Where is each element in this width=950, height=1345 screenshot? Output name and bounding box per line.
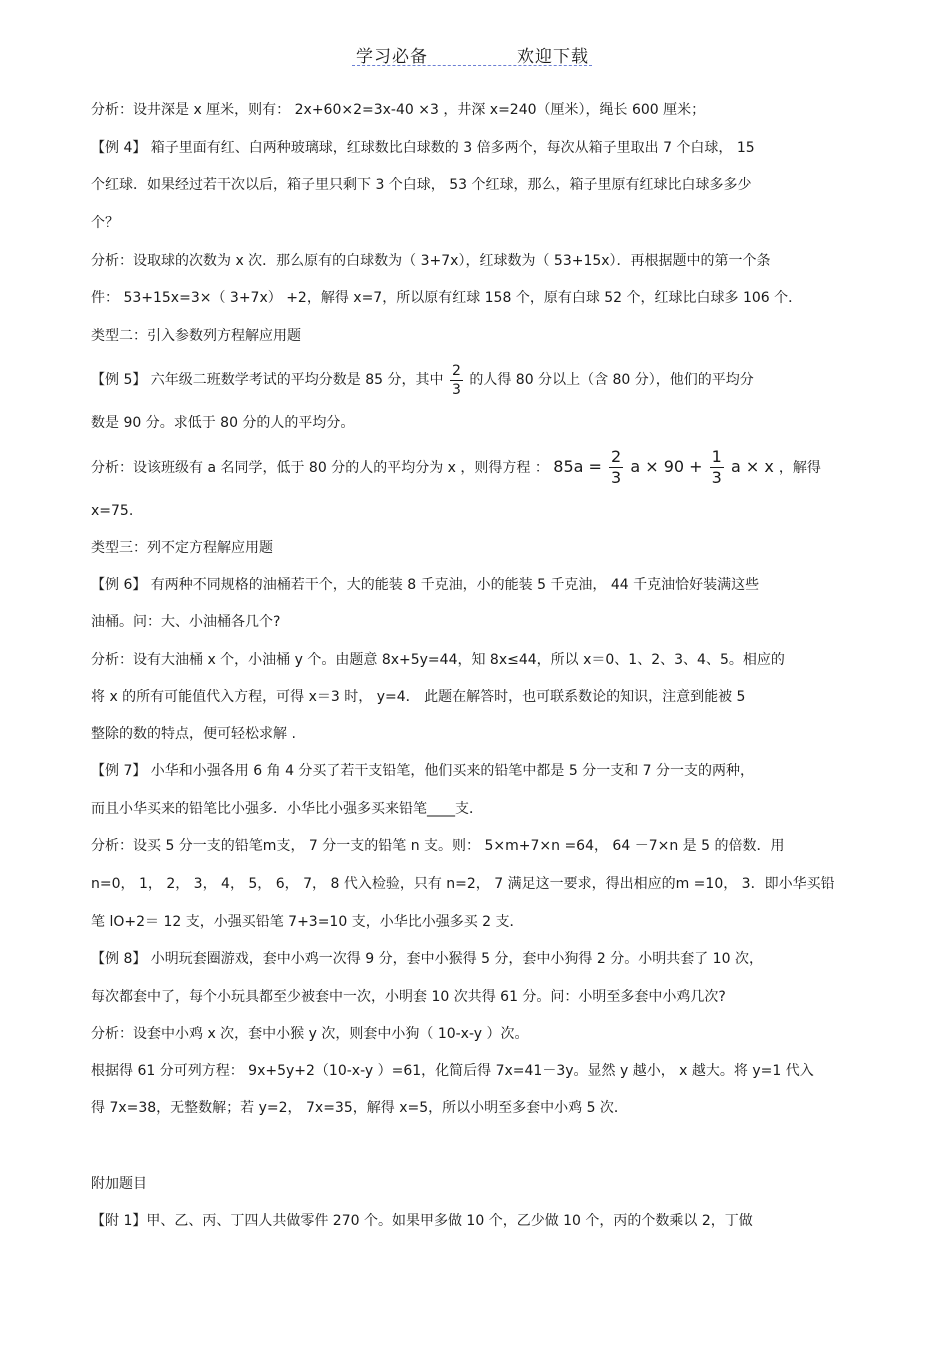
- analysis-7-line-1: 分析：设买 5 分一支的铅笔m支， 7 分一支的铅笔 n 支。则： 5×m+7×n =64， 64 －7×n 是 5 的倍数．用: [91, 838, 785, 854]
- header-dashed-rule: [352, 65, 592, 66]
- analysis-6-line-1: 分析：设有大油桶 x 个，小油桶 y 个。由题意 8x+5y=44，知 8x≤44，所以 x＝0、1、2、3、4、5。相应的: [91, 652, 785, 668]
- analysis-6-line-3: 整除的数的特点，便可轻松求解 .: [91, 726, 296, 742]
- example-4-line-1: 【例 4】 箱子里面有红、白两种玻璃球，红球数比白球数的 3 倍多两个，每次从箱子里取出 7 个白球， 15: [91, 140, 755, 156]
- example-5-line-2: 数是 90 分。求低于 80 分的人的平均分。: [91, 415, 355, 431]
- example-7-line-2: 而且小华买来的铅笔比小强多．小华比小强多买来铅笔____支．: [91, 801, 483, 817]
- analysis-7-line-3: 笔 lO+2＝ 12 支，小强买铅笔 7+3=10 支，小华比小强多买 2 支．: [91, 914, 524, 930]
- analysis-8-line-1: 分析：设套中小鸡 x 次，套中小猴 y 次，则套中小狗（ 10-x-y ）次。: [91, 1026, 529, 1042]
- analysis-4-line-2: 件： 53+15x=3×（ 3+7x） +2，解得 x=7，所以原有红球 158 个，原有白球 52 个，红球比白球多 106 个．: [91, 290, 803, 306]
- analysis-5-line-2: x=75.: [91, 503, 134, 519]
- page-header: [0, 40, 950, 68]
- analysis-5-line-1: [91, 444, 821, 491]
- example-5-text-b: 的人得 80 分以上（含 80 分），他们的平均分: [469, 372, 754, 388]
- example-8-line-1: 【例 8】 小明玩套圈游戏，套中小鸡一次得 9 分，套中小猴得 5 分，套中小狗得 2 分。小明共套了 10 次，: [91, 951, 763, 967]
- fraction-numerator: 1: [711, 447, 722, 466]
- fraction-denominator: 3: [451, 381, 461, 398]
- appendix-problem-1-line-1: 【附 1】甲、乙、丙、丁四人共做零件 270 个。如果甲多做 10 个，乙少做 10 个，丙的个数乘以 2，丁做: [91, 1213, 753, 1229]
- fraction-two-thirds: [450, 364, 463, 397]
- analysis-7-line-2: n=0， 1， 2， 3， 4， 5， 6， 7， 8 代入检验，只有 n=2， 7 满足这一要求，得出相应的m =10， 3．即小华买铅: [91, 876, 835, 892]
- fraction-numerator: 2: [451, 362, 461, 379]
- example-4-line-3: 个？: [91, 215, 119, 231]
- analysis-8-line-2: 根据得 61 分可列方程： 9x+5y+2（10-x-y ）=61，化简后得 7x=41－3y。显然 y 越小， x 越大。将 y=1 代入: [91, 1063, 814, 1079]
- analysis-4-line-1: 分析：设取球的次数为 x 次．那么原有的白球数为（ 3+7x），红球数为（ 53+15x）．再根据题中的第一个条: [91, 253, 771, 269]
- analysis-5-text-b: ，解得: [778, 460, 821, 476]
- equation-part-1: 85a =: [553, 457, 602, 476]
- example-7-line-1: 【例 7】 小华和小强各用 6 角 4 分买了若干支铅笔，他们买来的铅笔中都是 5 分一支和 7 分一支的两种，: [91, 763, 755, 779]
- section-type-3-heading: 类型三：列不定方程解应用题: [91, 540, 273, 556]
- analysis-5-text-a: 分析：设该班级有 a 名同学，低于 80 分的人的平均分为 x ，则得方程 ：: [91, 460, 549, 476]
- section-type-2-heading: 类型二：引入参数列方程解应用题: [91, 328, 301, 344]
- fraction-one-third: [710, 449, 724, 486]
- example-8-line-2: 每次都套中了，每个小玩具都至少被套中一次，小明套 10 次共得 61 分。问：小明至多套中小鸡几次?: [91, 989, 726, 1005]
- header-right-text: 欢迎下载: [517, 47, 589, 67]
- header-left-text: 学习必备: [356, 47, 428, 67]
- example-6-line-2: 油桶。问：大、小油桶各几个?: [91, 614, 281, 630]
- equation-part-3: a × x: [730, 457, 774, 476]
- example-6-line-1: 【例 6】 有两种不同规格的油桶若干个，大的能装 8 千克油，小的能装 5 千克油， 44 千克油恰好装满这些: [91, 577, 760, 593]
- fraction-two-thirds: [609, 449, 623, 486]
- analysis-8-line-3: 得 7x=38，无整数解；若 y=2， 7x=35，解得 x=5，所以小明至多套中小鸡 5 次．: [91, 1100, 628, 1116]
- analysis-line-1: 分析：设井深是 x 厘米，则有： 2x+60×2=3x-40 ×3 ，井深 x=240（厘米），绳长 600 厘米；: [91, 102, 706, 118]
- fraction-denominator: 3: [611, 468, 622, 487]
- analysis-6-line-2: 将 x 的所有可能值代入方程，可得 x＝3 时， y=4． 此题在解答时，也可联系数论的知识，注意到能被 5: [91, 689, 746, 705]
- fraction-denominator: 3: [711, 468, 722, 487]
- example-4-line-2: 个红球．如果经过若干次以后，箱子里只剩下 3 个白球， 53 个红球，那么，箱子里原有红球比白球多多少: [91, 177, 752, 193]
- example-5-line-1: [91, 358, 754, 402]
- fraction-numerator: 2: [611, 447, 622, 466]
- appendix-heading: 附加题目: [91, 1176, 147, 1192]
- example-5-text-a: 【例 5】 六年级二班数学考试的平均分数是 85 分，其中: [91, 372, 444, 388]
- equation: [553, 447, 779, 487]
- equation-part-2: a × 90 +: [630, 457, 703, 476]
